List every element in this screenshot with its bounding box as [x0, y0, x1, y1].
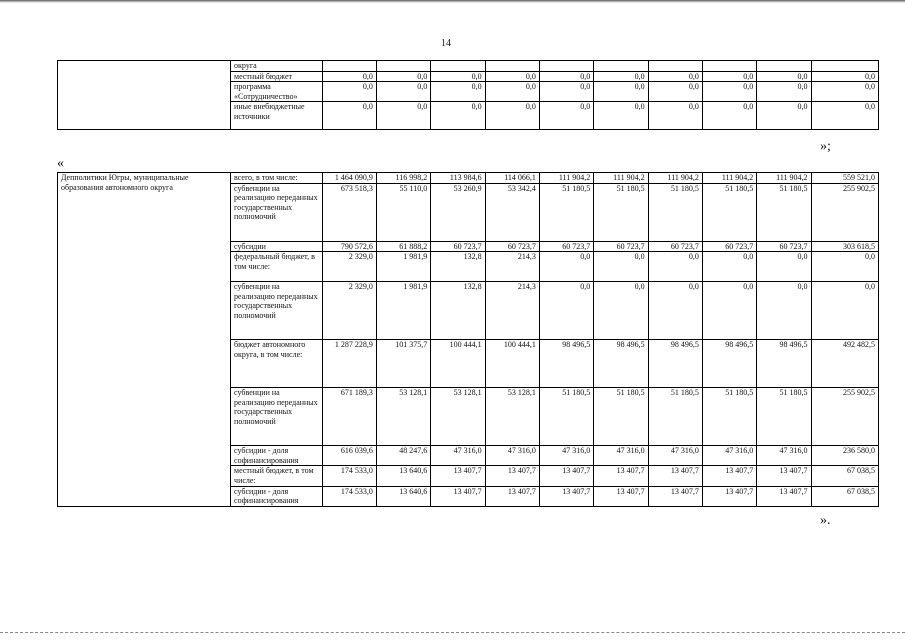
value-cell: 98 496,5 [539, 340, 593, 388]
table-row [58, 61, 879, 72]
value-cell: 13 407,7 [594, 466, 648, 486]
value-cell: 0,0 [648, 252, 702, 282]
value-cell: 0,0 [702, 252, 756, 282]
value-cell: 47 316,0 [757, 446, 811, 466]
value-cell: 13 640,6 [376, 486, 430, 506]
value-cell: 111 904,2 [539, 173, 593, 184]
value-cell: 0,0 [811, 82, 878, 102]
value-cell: 790 572,6 [322, 241, 376, 252]
value-cell: 0,0 [539, 102, 593, 130]
value-cell: 132,8 [431, 252, 485, 282]
value-cell: 51 180,5 [648, 183, 702, 241]
value-cell: 100 444,1 [431, 340, 485, 388]
value-cell: 0,0 [594, 252, 648, 282]
row-label: местный бюджет, в том числе: [231, 466, 323, 486]
row-label: иные внебюджетные источники [231, 102, 323, 130]
value-cell: 0,0 [376, 82, 430, 102]
value-cell: 100 444,1 [485, 340, 539, 388]
value-cell: 67 038,5 [811, 466, 878, 486]
row-label: федеральный бюджет, в том числе: [231, 252, 323, 282]
value-cell [811, 61, 878, 72]
value-cell: 174 533,0 [322, 466, 376, 486]
value-cell: 98 496,5 [757, 340, 811, 388]
value-cell: 0,0 [811, 282, 878, 340]
closing-quote-mark: »; [820, 139, 831, 154]
value-cell: 0,0 [594, 82, 648, 102]
row-label: всего, в том числе: [231, 173, 323, 184]
value-cell: 0,0 [594, 102, 648, 130]
value-cell: 0,0 [539, 71, 593, 82]
value-cell [485, 61, 539, 72]
value-cell: 0,0 [757, 252, 811, 282]
value-cell: 0,0 [757, 282, 811, 340]
value-cell: 0,0 [431, 71, 485, 82]
value-cell: 47 316,0 [539, 446, 593, 466]
row-label: местный бюджет [231, 71, 323, 82]
value-cell: 13 407,7 [757, 486, 811, 506]
value-cell: 0,0 [485, 102, 539, 130]
value-cell: 0,0 [594, 282, 648, 340]
value-cell: 671 189,3 [322, 388, 376, 446]
value-cell: 53 128,1 [376, 388, 430, 446]
value-cell [376, 61, 430, 72]
value-cell: 0,0 [485, 71, 539, 82]
value-cell: 111 904,2 [594, 173, 648, 184]
value-cell: 47 316,0 [594, 446, 648, 466]
value-cell: 13 640,6 [376, 466, 430, 486]
value-cell: 0,0 [539, 252, 593, 282]
value-cell: 13 407,7 [431, 486, 485, 506]
row-label: субсидии - доля софинансирования [231, 446, 323, 466]
value-cell: 51 180,5 [702, 388, 756, 446]
value-cell: 53 128,1 [431, 388, 485, 446]
entity-cell [58, 61, 231, 130]
value-cell: 132,8 [431, 282, 485, 340]
value-cell: 116 998,2 [376, 173, 430, 184]
value-cell: 51 180,5 [594, 183, 648, 241]
value-cell: 114 066,1 [485, 173, 539, 184]
value-cell: 60 723,7 [539, 241, 593, 252]
value-cell: 0,0 [648, 71, 702, 82]
value-cell [702, 61, 756, 72]
value-cell: 60 723,7 [594, 241, 648, 252]
value-cell: 0,0 [811, 102, 878, 130]
value-cell: 492 482,5 [811, 340, 878, 388]
value-cell: 0,0 [539, 82, 593, 102]
value-cell [539, 61, 593, 72]
value-cell: 51 180,5 [757, 183, 811, 241]
value-cell: 98 496,5 [702, 340, 756, 388]
value-cell: 13 407,7 [757, 466, 811, 486]
value-cell: 0,0 [322, 82, 376, 102]
table-continuation [57, 60, 879, 130]
value-cell: 98 496,5 [594, 340, 648, 388]
value-cell: 0,0 [594, 71, 648, 82]
value-cell: 67 038,5 [811, 486, 878, 506]
row-label: округа [231, 61, 323, 72]
value-cell: 0,0 [757, 82, 811, 102]
value-cell: 0,0 [322, 102, 376, 130]
value-cell: 53 342,4 [485, 183, 539, 241]
value-cell: 0,0 [376, 102, 430, 130]
value-cell: 48 247,6 [376, 446, 430, 466]
value-cell: 13 407,7 [539, 466, 593, 486]
value-cell: 1 464 090,9 [322, 173, 376, 184]
value-cell: 0,0 [702, 71, 756, 82]
value-cell: 0,0 [811, 252, 878, 282]
value-cell: 13 407,7 [485, 486, 539, 506]
value-cell: 47 316,0 [485, 446, 539, 466]
value-cell: 101 375,7 [376, 340, 430, 388]
value-cell: 51 180,5 [757, 388, 811, 446]
value-cell: 0,0 [648, 102, 702, 130]
row-label: субсидии - доля софинансирования [231, 486, 323, 506]
value-cell: 111 904,2 [702, 173, 756, 184]
row-label: субвенции на реализацию переданных государственных полномочий [231, 388, 323, 446]
entity-cell: Депполитики Югры, муниципальные образования автономного округа [58, 173, 231, 507]
scan-bottom-edge [0, 632, 905, 634]
value-cell: 53 128,1 [485, 388, 539, 446]
value-cell: 13 407,7 [648, 486, 702, 506]
value-cell: 303 618,5 [811, 241, 878, 252]
value-cell: 0,0 [702, 282, 756, 340]
value-cell: 53 260,9 [431, 183, 485, 241]
value-cell [648, 61, 702, 72]
value-cell [757, 61, 811, 72]
row-label: бюджет автономного округа, в том числе: [231, 340, 323, 388]
row-label: субвенции на реализацию переданных государственных полномочий [231, 183, 323, 241]
value-cell: 98 496,5 [648, 340, 702, 388]
scan-top-edge [0, 0, 905, 3]
value-cell: 1 981,9 [376, 252, 430, 282]
value-cell: 13 407,7 [485, 466, 539, 486]
value-cell: 0,0 [757, 71, 811, 82]
value-cell: 0,0 [648, 82, 702, 102]
value-cell: 60 723,7 [648, 241, 702, 252]
value-cell: 13 407,7 [702, 466, 756, 486]
value-cell: 559 521,0 [811, 173, 878, 184]
value-cell: 51 180,5 [594, 388, 648, 446]
value-cell: 255 902,5 [811, 183, 878, 241]
value-cell: 55 110,0 [376, 183, 430, 241]
value-cell: 0,0 [485, 82, 539, 102]
value-cell: 0,0 [322, 71, 376, 82]
value-cell: 0,0 [757, 102, 811, 130]
value-cell: 51 180,5 [648, 388, 702, 446]
value-cell: 2 329,0 [322, 252, 376, 282]
value-cell: 60 723,7 [702, 241, 756, 252]
value-cell: 0,0 [702, 102, 756, 130]
value-cell: 51 180,5 [539, 183, 593, 241]
value-cell [594, 61, 648, 72]
value-cell: 111 904,2 [648, 173, 702, 184]
value-cell: 1 981,9 [376, 282, 430, 340]
value-cell: 51 180,5 [539, 388, 593, 446]
value-cell: 111 904,2 [757, 173, 811, 184]
value-cell: 214,3 [485, 252, 539, 282]
value-cell: 47 316,0 [702, 446, 756, 466]
row-label: субсидии [231, 241, 323, 252]
value-cell: 13 407,7 [648, 466, 702, 486]
value-cell: 0,0 [702, 82, 756, 102]
value-cell: 673 518,3 [322, 183, 376, 241]
value-cell: 2 329,0 [322, 282, 376, 340]
page-number: 14 [441, 38, 451, 49]
value-cell: 47 316,0 [431, 446, 485, 466]
value-cell: 13 407,7 [431, 466, 485, 486]
value-cell: 47 316,0 [648, 446, 702, 466]
value-cell: 255 902,5 [811, 388, 878, 446]
value-cell [322, 61, 376, 72]
value-cell: 13 407,7 [594, 486, 648, 506]
value-cell: 0,0 [431, 82, 485, 102]
value-cell: 236 580,0 [811, 446, 878, 466]
closing-quote-mark-end: ». [820, 513, 831, 528]
value-cell: 13 407,7 [702, 486, 756, 506]
value-cell: 0,0 [539, 282, 593, 340]
row-label: субвенции на реализацию переданных государственных полномочий [231, 282, 323, 340]
value-cell: 1 287 228,9 [322, 340, 376, 388]
table-row [58, 173, 879, 184]
value-cell: 60 723,7 [431, 241, 485, 252]
value-cell: 113 984,6 [431, 173, 485, 184]
value-cell: 60 723,7 [757, 241, 811, 252]
row-label: программа «Сотрудничество» [231, 82, 323, 102]
value-cell [431, 61, 485, 72]
value-cell: 0,0 [376, 71, 430, 82]
value-cell: 61 888,2 [376, 241, 430, 252]
value-cell: 0,0 [648, 282, 702, 340]
value-cell: 51 180,5 [702, 183, 756, 241]
opening-quote-mark: « [57, 156, 64, 171]
value-cell: 214,3 [485, 282, 539, 340]
value-cell: 60 723,7 [485, 241, 539, 252]
value-cell: 616 039,6 [322, 446, 376, 466]
table-depolitiki [57, 172, 879, 507]
value-cell: 174 533,0 [322, 486, 376, 506]
value-cell: 13 407,7 [539, 486, 593, 506]
value-cell: 0,0 [431, 102, 485, 130]
value-cell: 0,0 [811, 71, 878, 82]
